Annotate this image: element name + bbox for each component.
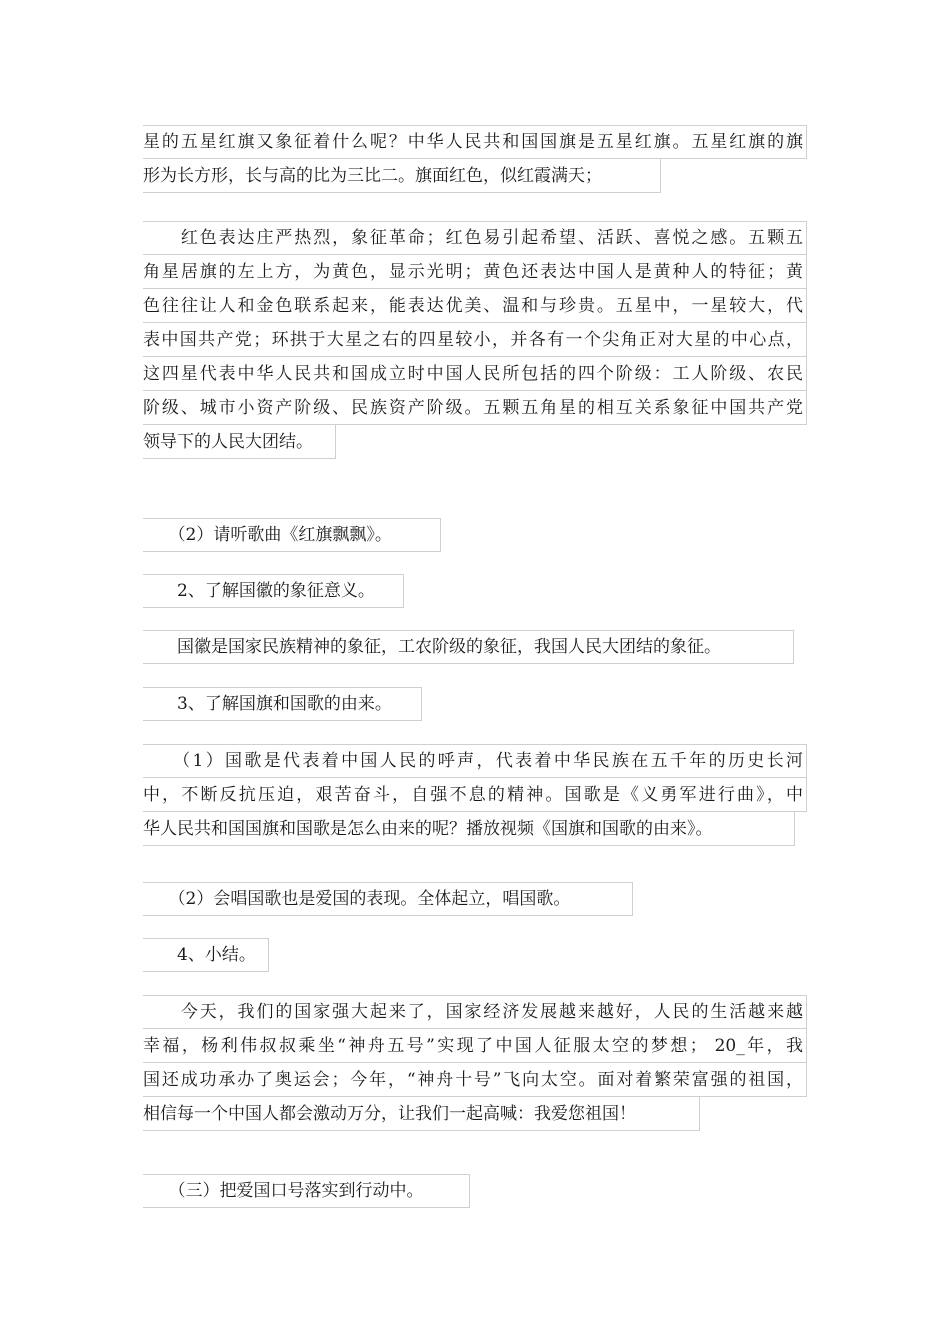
text-line: 2、了解国徽的象征意义。 (143, 581, 375, 601)
text-line: 中，不断反抗压迫，艰苦奋斗，自强不息的精神。国歌是《义勇军进行曲》，中 (143, 785, 803, 805)
paragraph-flag-intro (143, 125, 803, 193)
text-line: 幸福，杨利伟叔叔乘坐“神舟五号”实现了中国人征服太空的梦想； 20_年，我 (143, 1036, 803, 1056)
text-line: 领导下的人民大团结。 (143, 432, 313, 452)
text-line: （1）国歌是代表着中国人民的呼声，代表着中华民族在五千年的历史长河 (143, 751, 803, 771)
paragraph-summary (143, 995, 803, 1131)
text-line: 国还成功承办了奥运会；今年，“神舟十号”飞向太空。面对着繁荣富强的祖国， (143, 1070, 803, 1090)
text-line: （2）会唱国歌也是爱国的表现。全体起立，唱国歌。 (143, 889, 571, 909)
text-line: 3、了解国旗和国歌的由来。 (143, 694, 392, 714)
text-line: 国徽是国家民族精神的象征，工农阶级的象征，我国人民大团结的象征。 (143, 637, 721, 657)
paragraph-anthem-origin (143, 744, 803, 846)
paragraph-song (143, 518, 392, 552)
text-line: 今天，我们的国家强大起来了，国家经济发展越来越好，人民的生活越来越 (143, 1002, 803, 1022)
paragraph-red-meaning (143, 221, 803, 459)
paragraph-emblem-heading (143, 574, 375, 608)
paragraph-summary-heading (143, 938, 256, 972)
text-line: 这四星代表中华人民共和国成立时中国人民所包括的四个阶级：工人阶级、农民 (143, 364, 803, 384)
text-line: 红色表达庄严热烈，象征革命；红色易引起希望、活跃、喜悦之感。五颗五 (143, 228, 803, 248)
paragraph-emblem-meaning (143, 630, 721, 664)
text-line: 星的五星红旗又象征着什么呢？中华人民共和国国旗是五星红旗。五星红旗的旗 (143, 132, 803, 152)
text-line: （三）把爱国口号落实到行动中。 (143, 1181, 424, 1201)
text-line: 相信每一个中国人都会激动万分，让我们一起高喊：我爱您祖国！ (143, 1104, 636, 1124)
paragraph-sing-anthem (143, 882, 570, 916)
text-line: 阶级、城市小资产阶级、民族资产阶级。五颗五角星的相互关系象征中国共产党 (143, 398, 803, 418)
text-line: 色往往让人和金色联系起来，能表达优美、温和与珍贵。五星中，一星较大，代 (143, 296, 803, 316)
text-line: 形为长方形，长与高的比为三比二。旗面红色，似红霞满天； (143, 166, 602, 186)
paragraph-action-heading (143, 1174, 424, 1208)
text-line: 4、小结。 (143, 945, 256, 965)
text-line: （2）请听歌曲《红旗飘飘》。 (143, 525, 392, 545)
paragraph-anthem-heading (143, 687, 392, 721)
text-line: 角星居旗的左上方，为黄色，显示光明；黄色还表达中国人是黄种人的特征；黄 (143, 262, 803, 282)
text-line: 华人民共和国国旗和国歌是怎么由来的呢？播放视频《国旗和国歌的由来》。 (143, 819, 713, 839)
text-line: 表中国共产党；环拱于大星之右的四星较小，并各有一个尖角正对大星的中心点， (143, 330, 803, 350)
